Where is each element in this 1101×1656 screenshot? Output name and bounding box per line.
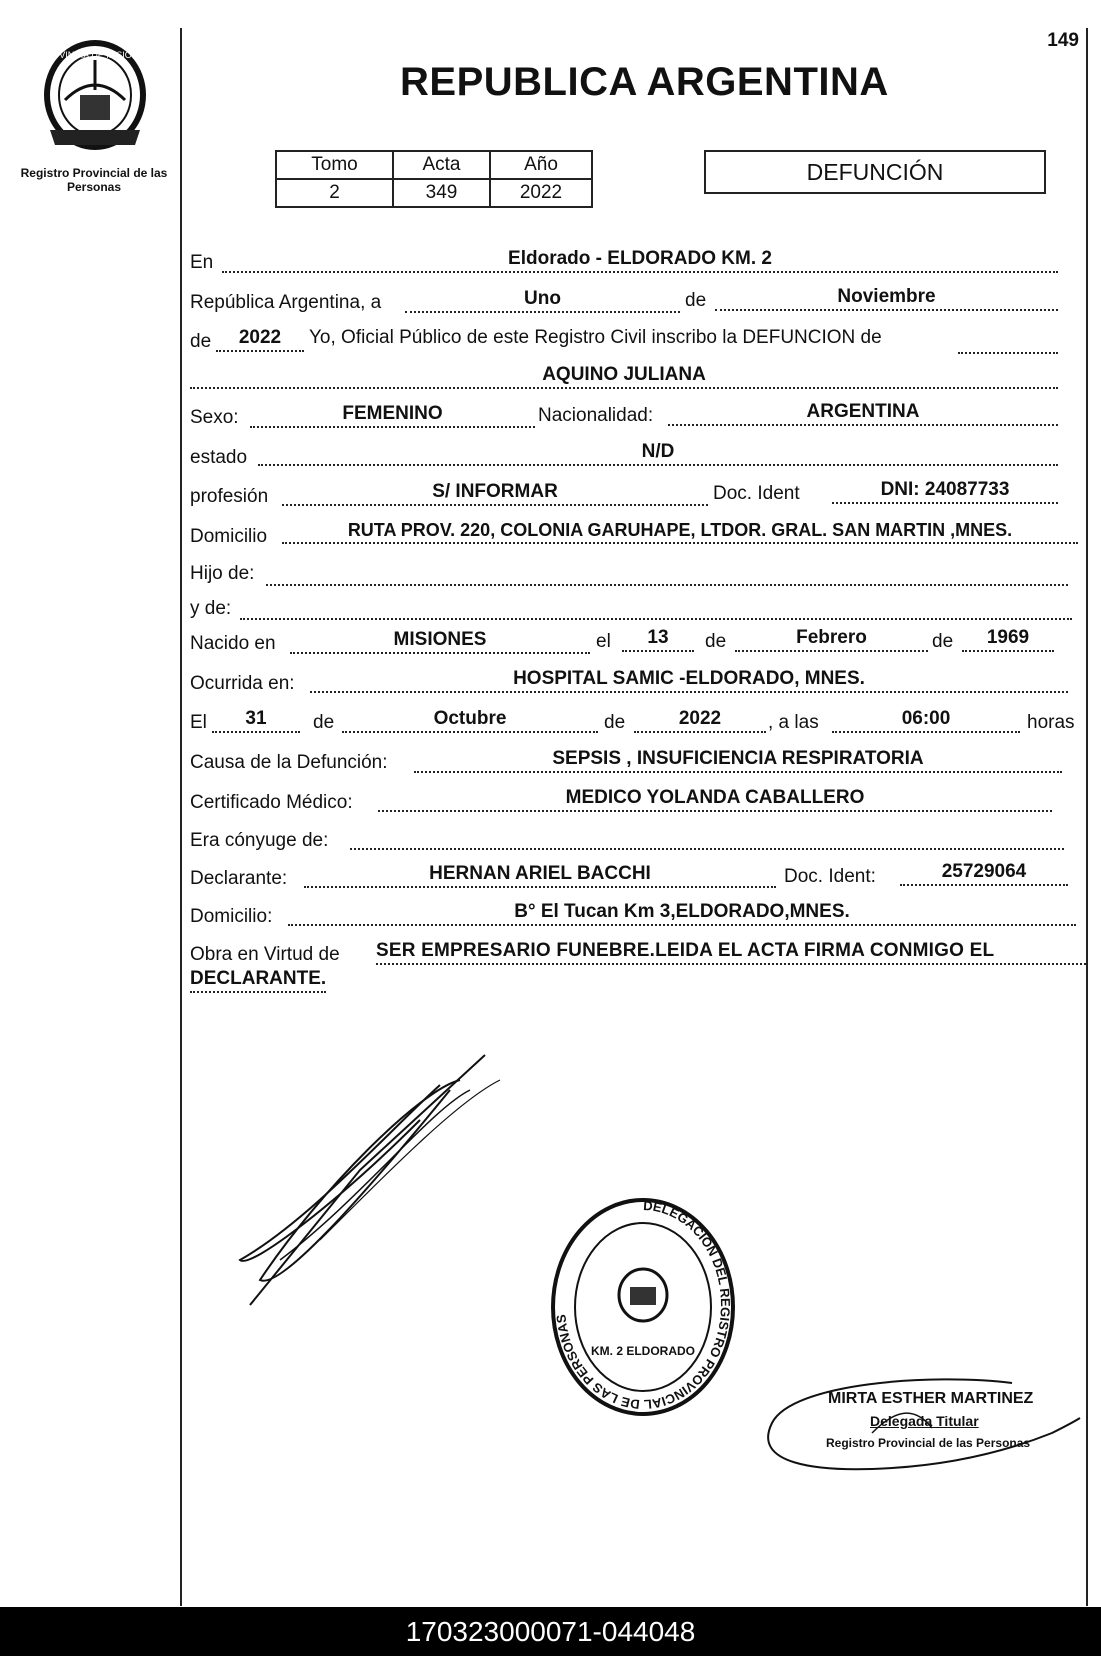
registrar-org: Registro Provincial de las Personas: [826, 1436, 1031, 1450]
left-margin-line: [180, 28, 182, 1606]
domicilio-label: Domicilio: [190, 526, 268, 547]
acta-table: [275, 150, 593, 208]
nombre-value: AQUINO JULIANA: [190, 364, 1058, 389]
nac-de-label-2: de: [932, 631, 954, 652]
profesion-label: profesión: [190, 486, 269, 507]
yde-blank: [240, 618, 1072, 620]
province-logo: [40, 40, 150, 155]
acta-value-acta: 349: [393, 179, 490, 207]
acta-header-tomo: Tomo: [276, 151, 393, 179]
declarante-label: Declarante:: [190, 868, 288, 889]
sexo-label: Sexo:: [190, 407, 239, 428]
republica-label: República Argentina, a: [190, 292, 382, 313]
alas-label: , a las: [768, 712, 819, 733]
de-label-2: de: [190, 331, 212, 352]
horas-label: horas: [1027, 712, 1075, 733]
conyuge-label: Era cónyuge de:: [190, 830, 329, 851]
estado-label: estado: [190, 447, 248, 468]
domicilio-value: RUTA PROV. 220, COLONIA GARUHAPE, LTDOR. GRAL. SAN MARTIN ,MNES.: [282, 520, 1078, 544]
sexo-value: FEMENINO: [250, 403, 535, 428]
registrar-name: MIRTA ESTHER MARTINEZ: [828, 1390, 1034, 1407]
stamp-center-text: KM. 2 ELDORADO: [590, 1344, 696, 1358]
el2-label: El: [190, 712, 207, 733]
def-de-label-2: de: [604, 712, 626, 733]
footer-code: 170323000071-044048: [0, 1607, 1101, 1656]
hijo-label: Hijo de:: [190, 563, 255, 584]
nacido-label: Nacido en: [190, 633, 276, 654]
causa-label: Causa de la Defunción:: [190, 752, 388, 773]
acta-value-anio: 2022: [490, 179, 592, 207]
oficial-blank: [958, 352, 1058, 354]
doc-label: Doc. Ident: [713, 483, 800, 504]
document-type-box: DEFUNCIÓN: [704, 150, 1046, 194]
causa-value: SEPSIS , INSUFICIENCIA RESPIRATORIA: [414, 748, 1062, 773]
anio-value: 2022: [216, 327, 304, 352]
acta-header-acta: Acta: [393, 151, 490, 179]
en-value: Eldorado - ELDORADO KM. 2: [222, 248, 1058, 273]
nacionalidad-label: Nacionalidad:: [538, 405, 654, 426]
yde-label: y de:: [190, 598, 232, 619]
page-number: 149: [1047, 30, 1079, 51]
def-anio-value: 2022: [634, 708, 766, 733]
dia-value: Uno: [405, 288, 680, 313]
obra-value-line2: DECLARANTE.: [190, 968, 326, 993]
nacionalidad-value: ARGENTINA: [668, 401, 1058, 426]
nac-mes-value: Febrero: [735, 627, 928, 652]
obra-value-line1: SER EMPRESARIO FUNEBRE.LEIDA EL ACTA FIRMA CONMIGO EL: [376, 940, 1086, 965]
def-dia-value: 31: [212, 708, 300, 733]
stamp-ring-text: DELEGACION DEL REGISTRO PROVINCIAL DE LAS PERSONAS: [553, 1197, 734, 1413]
def-hora-value: 06:00: [832, 708, 1020, 733]
nac-anio-value: 1969: [962, 627, 1054, 652]
nacido-value: MISIONES: [290, 629, 590, 654]
logo-caption: Registro Provincial de las Personas: [20, 166, 168, 194]
ocurrida-label: Ocurrida en:: [190, 673, 295, 694]
el-label: el: [596, 631, 611, 652]
hijo-blank: [266, 584, 1068, 586]
en-label: En: [190, 252, 214, 273]
def-de-label-1: de: [313, 712, 335, 733]
acta-header-row: [276, 151, 592, 179]
estado-value: N/D: [258, 441, 1058, 466]
acta-value-tomo: 2: [276, 179, 393, 207]
logo-top-text: PROVINCIA DE MISIONES: [40, 50, 150, 60]
page-title: REPUBLICA ARGENTINA: [400, 60, 889, 104]
acta-header-anio: Año: [490, 151, 592, 179]
declarante-value: HERNAN ARIEL BACCHI: [304, 863, 776, 888]
registrar-role: Delegada Titular: [870, 1413, 979, 1429]
mes-value: Noviembre: [715, 286, 1058, 311]
de-label-1: de: [685, 290, 707, 311]
official-stamp: [548, 1195, 738, 1420]
certificado-label: Certificado Médico:: [190, 792, 353, 813]
acta-value-row: [276, 179, 592, 207]
conyuge-blank: [350, 848, 1064, 850]
domicilio2-label: Domicilio:: [190, 906, 273, 927]
obra-label: Obra en Virtud de: [190, 944, 340, 965]
ocurrida-value: HOSPITAL SAMIC -ELDORADO, MNES.: [310, 668, 1068, 693]
nac-de-label-1: de: [705, 631, 727, 652]
right-margin-line: [1086, 28, 1088, 1606]
doc2-label: Doc. Ident:: [784, 866, 876, 887]
oficial-text: Yo, Oficial Público de este Registro Civil inscribo la DEFUNCION de: [309, 327, 882, 348]
domicilio2-value: B° El Tucan Km 3,ELDORADO,MNES.: [288, 901, 1076, 926]
def-mes-value: Octubre: [342, 708, 598, 733]
doc-value: DNI: 24087733: [832, 479, 1058, 504]
profesion-value: S/ INFORMAR: [282, 481, 708, 506]
doc2-value: 25729064: [900, 861, 1068, 886]
declarant-signature: [220, 1050, 520, 1315]
certificado-value: MEDICO YOLANDA CABALLERO: [378, 787, 1052, 812]
nac-dia-value: 13: [622, 627, 694, 652]
